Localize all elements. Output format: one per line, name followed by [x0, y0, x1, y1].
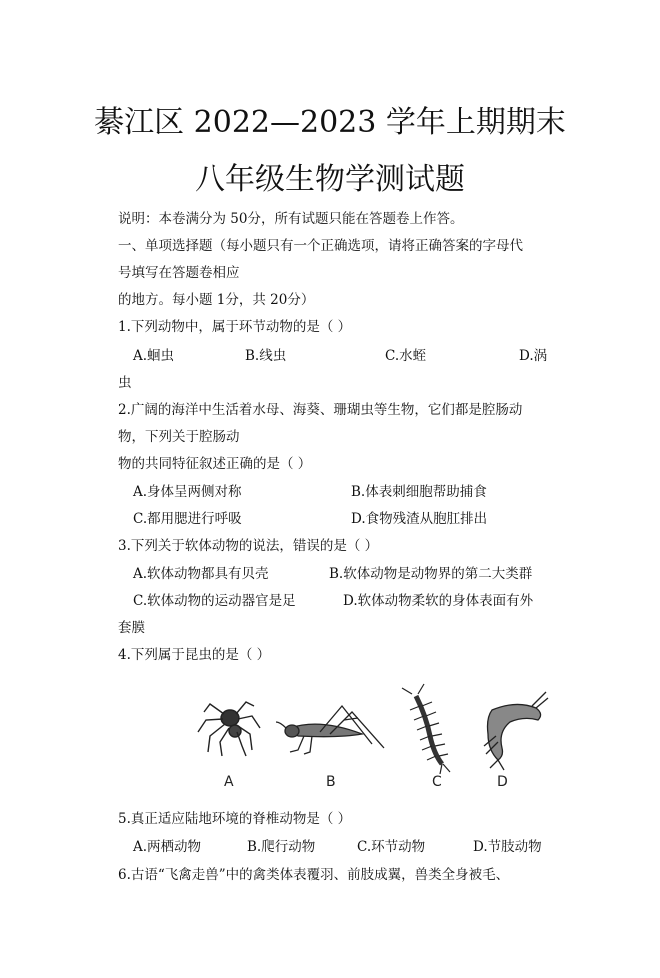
question-4-stem: 4.下列属于昆虫的是（ ）	[118, 647, 271, 663]
question-2-option-a: A.身体呈两侧对称	[133, 484, 242, 500]
spider-icon	[198, 702, 260, 756]
question-4-figure	[180, 676, 550, 798]
question-3-option-a: A.软体动物都具有贝壳	[133, 566, 269, 582]
exam-title-line2: 八年级生物学测试题	[195, 162, 465, 197]
question-5-stem: 5.真正适应陆地环境的脊椎动物是（ ）	[118, 811, 352, 827]
question-5-option-d: D.节肢动物	[473, 839, 542, 855]
shrimp-icon	[484, 692, 548, 770]
question-3-stem: 3.下列关于软体动物的说法，错误的是（ ）	[118, 538, 379, 554]
question-3-option-d: D.软体动物柔软的身体表面有外	[343, 593, 534, 609]
instructions-note: 说明：本卷满分为 50分，所有试题只能在答题卷上作答。	[118, 211, 464, 227]
question-5-option-b: B.爬行动物	[247, 839, 316, 855]
question-3-option-d-overflow: 套膜	[118, 620, 145, 636]
question-2-option-b: B.体表刺细胞帮助捕食	[351, 484, 487, 500]
question-2-option-d: D.食物残渣从胞肛排出	[351, 511, 488, 527]
exam-title-line1: 綦江区 2022—2023 学年上期期末	[94, 105, 566, 140]
question-1-option-a: A.蛔虫	[133, 348, 175, 364]
question-1-option-c: C.水蛭	[385, 348, 427, 364]
question-1-option-d-overflow: 虫	[118, 375, 132, 391]
section-heading-line2: 号填写在答题卷相应	[118, 265, 240, 281]
figure-label-d: D	[497, 774, 508, 790]
figure-label-b: B	[326, 774, 336, 790]
section-heading-line1: 一、单项选择题（每小题只有一个正确选项，请将正确答案的字母代	[118, 238, 523, 254]
question-2-stem-line2: 物，下列关于腔肠动	[118, 429, 240, 445]
centipede-icon	[402, 684, 450, 774]
question-3-option-b: B.软体动物是动物界的第二大类群	[329, 566, 533, 582]
question-1-option-b: B.线虫	[245, 348, 287, 364]
question-5-option-c: C.环节动物	[357, 839, 426, 855]
figure-label-c: C	[432, 774, 442, 790]
question-5-option-a: A.两栖动物	[133, 839, 202, 855]
question-2-stem-line1: 2.广阔的海洋中生活着水母、海葵、珊瑚虫等生物，它们都是腔肠动	[118, 402, 523, 418]
question-2-option-c: C.都用腮进行呼吸	[133, 511, 242, 527]
question-3-option-c: C.软体动物的运动器官是足	[133, 593, 296, 609]
question-1-stem: 1.下列动物中，属于环节动物的是（ ）	[118, 319, 352, 335]
grasshopper-icon	[276, 706, 384, 754]
question-6-stem: 6.古语“飞禽走兽”中的禽类体表覆羽、前肢成翼，兽类全身被毛、	[118, 867, 510, 883]
question-2-stem-line3: 物的共同特征叙述正确的是（ ）	[118, 456, 312, 472]
question-1-option-d: D.涡	[519, 348, 548, 364]
section-heading-line3: 的地方。每小题 1分，共 20分）	[118, 292, 315, 308]
figure-label-a: A	[224, 774, 234, 790]
